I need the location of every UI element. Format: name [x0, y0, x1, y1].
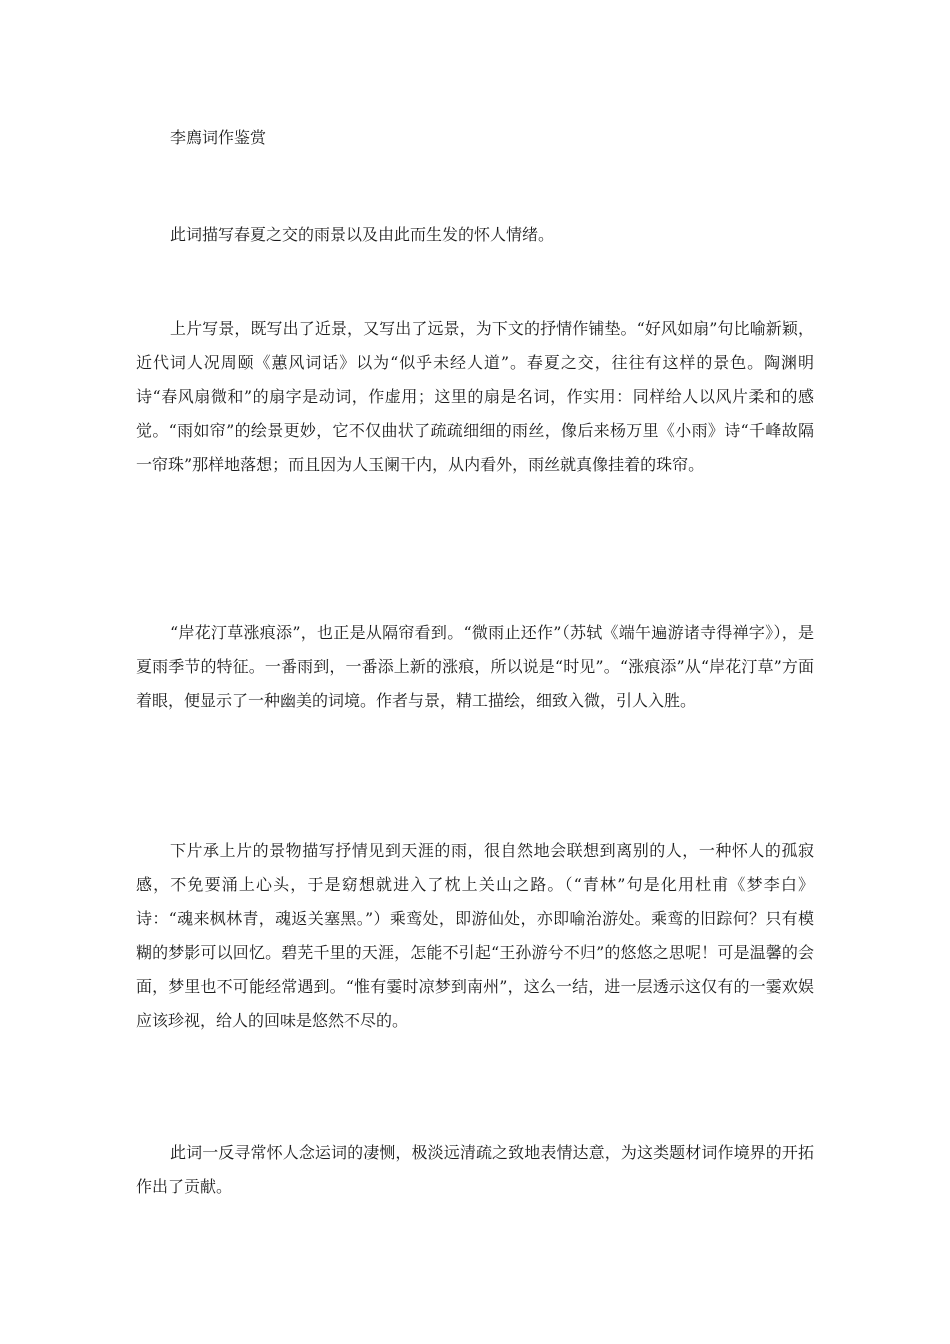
paragraph-intro: 此词描写春夏之交的雨景以及由此而生发的怀人情绪。	[170, 225, 555, 244]
paragraph-upper-stanza: 上片写景，既写出了近景，又写出了远景，为下文的抒情作铺垫。“好风如扇”句比喻新颖，近代词人况周颐《蕙风词话》以为“似乎未经人道”。春夏之交，往往有这样的景色。陶渊明诗“春风扇微和”的扇字是动词，作虚用；这里的扇是名词，作实用：同样给人以风片柔和的感觉。“雨如帘”的绘景更妙，它不仅曲状了疏疏细细的雨丝，像后来杨万里《小雨》诗“千峰故隔一帘珠”那样地落想；而且因为人玉阑干内，从内看外，雨丝就真像挂着的珠帘。	[136, 319, 814, 474]
paragraph-lower-stanza: 下片承上片的景物描写抒情见到天涯的雨，很自然地会联想到离别的人，一种怀人的孤寂感，不免要涌上心头，于是窈想就进入了枕上关山之路。（“青林”句是化用杜甫《梦李白》诗：“魂来枫林青，魂返关塞黑。”）乘鸾处，即游仙处，亦即喻治游处。乘鸾的旧踪何？只有模糊的梦影可以回忆。碧芜千里的天涯，怎能不引起“王孙游兮不归”的悠悠之思呢！可是温馨的会面，梦里也不可能经常遇到。“惟有霎时凉梦到南州”，这么一结，进一层透示这仅有的一霎欢娱应该珍视，给人的回味是悠然不尽的。	[136, 841, 814, 1030]
document-title: 李廌词作鉴赏	[170, 128, 267, 147]
paragraph-riverbank: “岸花汀草涨痕添”，也正是从隔帘看到。“微雨止还作”（苏轼《端午遍游诸寺得禅字》），是夏雨季节的特征。一番雨到，一番添上新的涨痕，所以说是“时见”。“涨痕添”从“岸花汀草”方面着眼，便显示了一种幽美的词境。作者与景，精工描绘，细致入微，引人入胜。	[136, 623, 814, 710]
paragraph-conclusion: 此词一反寻常怀人念运词的凄恻，极淡远清疏之致地表情达意，为这类题材词作境界的开拓作出了贡献。	[136, 1143, 814, 1196]
